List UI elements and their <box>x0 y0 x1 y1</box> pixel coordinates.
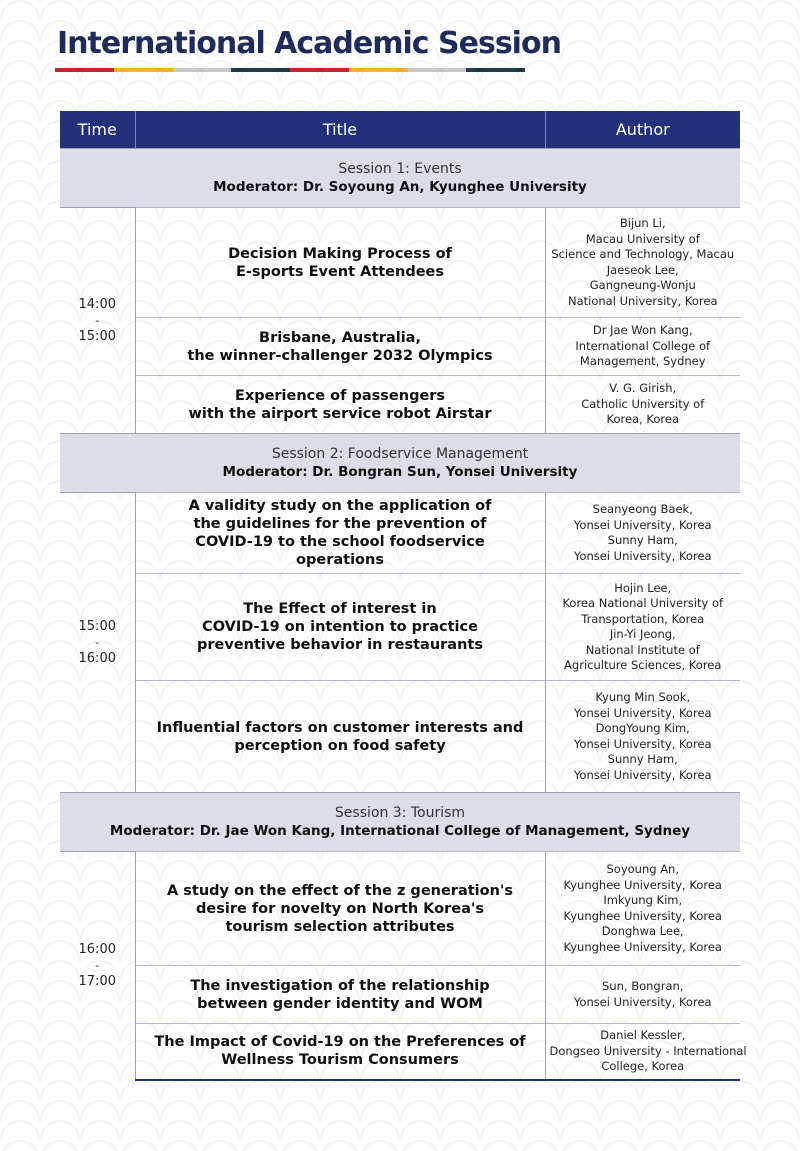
paper-title <box>135 376 545 434</box>
author-line: National University, Korea <box>568 293 718 308</box>
author-line: Kyunghee University, Korea <box>563 877 722 892</box>
paper-row <box>60 852 740 966</box>
author-line: Catholic University of <box>581 396 705 411</box>
author-line: Sunny Ham, <box>607 752 678 766</box>
author-line: DongYoung Kim, <box>595 721 690 735</box>
time-separator: - <box>95 635 100 649</box>
session-name: Session 1: Events <box>338 161 462 177</box>
paper-title-line: Wellness Tourism Consumers <box>221 1052 459 1069</box>
page-title: International Academic Session <box>57 26 561 61</box>
time-start: 15:00 <box>78 618 116 634</box>
accent-bar-segment <box>55 68 114 72</box>
author-line: Soyoung An, <box>606 862 680 876</box>
paper-row <box>60 966 740 1024</box>
session-moderator: Moderator: Dr. Soyoung An, Kyunghee University <box>213 179 587 195</box>
paper-title-line: tourism selection attributes <box>225 918 455 935</box>
author-line: Management, Sydney <box>579 354 706 369</box>
paper-title-line: A validity study on the application of <box>188 498 492 514</box>
time-separator: - <box>95 958 100 972</box>
session-name: Session 3: Tourism <box>334 805 466 821</box>
title-column-header: Title <box>135 111 545 149</box>
paper-title-line: Influential factors on customer interests and <box>156 719 524 736</box>
author-line: Science and Technology, Macau <box>551 247 735 261</box>
paper-row <box>60 493 740 574</box>
paper-title <box>135 681 545 793</box>
author-line: Daniel Kessler, <box>600 1028 686 1042</box>
paper-title-line: the winner-challenger 2032 Olympics <box>187 347 493 364</box>
time-column-header: Time <box>60 111 135 149</box>
accent-bar-segment <box>408 68 467 72</box>
paper-authors <box>545 574 740 681</box>
author-line: Korea National University of <box>562 596 724 610</box>
time-separator: - <box>95 313 100 327</box>
author-line: Transportation, Korea <box>581 611 705 626</box>
paper-row <box>60 376 740 434</box>
author-line: Yonsei University, Korea <box>573 736 712 751</box>
time-end: 17:00 <box>78 973 116 989</box>
paper-title <box>135 208 545 318</box>
session-header <box>60 793 740 852</box>
table-header-row <box>60 111 740 149</box>
paper-title-line: The Impact of Covid-19 on the Preferences of <box>154 1034 526 1051</box>
paper-title <box>135 318 545 376</box>
paper-title <box>135 493 545 574</box>
paper-title-line: desire for novelty on North Korea's <box>196 900 484 917</box>
author-line: Sun, Bongran, <box>602 979 684 993</box>
time-slot <box>60 208 135 434</box>
author-line: Jaeseok Lee, <box>606 262 679 277</box>
paper-row <box>60 208 740 318</box>
author-line: Gangneung-Wonju <box>589 278 696 292</box>
author-line: Bijun Li, <box>619 216 666 230</box>
author-line: Kyunghee University, Korea <box>563 939 722 954</box>
paper-authors <box>545 493 740 574</box>
paper-title-line: preventive behavior in restaurants <box>197 637 483 653</box>
paper-title-line: the guidelines for the prevention of <box>193 516 487 532</box>
accent-bar-segment <box>290 68 349 72</box>
paper-row <box>60 318 740 376</box>
paper-row <box>60 1024 740 1080</box>
author-line: Yonsei University, Korea <box>573 705 712 720</box>
paper-title-line: with the airport service robot Airstar <box>188 405 492 422</box>
session-header <box>60 434 740 493</box>
paper-title <box>135 966 545 1024</box>
session-moderator: Moderator: Dr. Bongran Sun, Yonsei University <box>222 464 578 480</box>
paper-title-line: The investigation of the relationship <box>190 977 490 994</box>
author-line: Macau University of <box>585 231 700 246</box>
paper-title-line: A study on the effect of the z generation's <box>167 882 513 899</box>
paper-title-line: The Effect of interest in <box>243 601 437 617</box>
paper-row <box>60 681 740 793</box>
paper-title-line: COVID-19 on intention to practice <box>202 619 478 635</box>
paper-row <box>60 574 740 681</box>
author-line: Korea, Korea <box>606 412 679 427</box>
time-start: 14:00 <box>78 296 116 312</box>
accent-bar-segment <box>349 68 408 72</box>
paper-title-line: Experience of passengers <box>234 387 446 404</box>
author-line: Hojin Lee, <box>614 580 672 595</box>
author-line: Imkyung Kim, <box>603 893 683 907</box>
time-slot <box>60 852 135 1080</box>
paper-title <box>135 1024 545 1080</box>
author-line: Kyung Min Sook, <box>595 690 691 704</box>
accent-bar-segment <box>114 68 173 72</box>
author-column-header: Author <box>545 111 740 149</box>
author-line: National Institute of <box>585 642 700 657</box>
session-name: Session 2: Foodservice Management <box>271 446 529 462</box>
author-line: College, Korea <box>601 1059 685 1073</box>
author-line: Dr Jae Won Kang, <box>592 323 693 338</box>
paper-authors <box>545 376 740 434</box>
author-line: International College of <box>575 338 711 353</box>
session-header-row <box>60 149 740 208</box>
author-line: Yonsei University, Korea <box>573 517 712 532</box>
paper-authors <box>545 318 740 376</box>
paper-title-line: E-sports Event Attendees <box>235 263 445 280</box>
time-end: 15:00 <box>78 328 116 344</box>
author-line: Sunny Ham, <box>607 533 678 547</box>
session-header-row <box>60 434 740 493</box>
paper-authors <box>545 208 740 318</box>
session-moderator: Moderator: Dr. Jae Won Kang, International College of Management, Sydney <box>109 823 691 839</box>
paper-title-line: perception on food safety <box>234 737 446 754</box>
title-accent-bar <box>55 68 525 72</box>
author-line: Dongseo University - International <box>549 1043 747 1058</box>
author-line: Yonsei University, Korea <box>573 994 712 1009</box>
paper-title-line: COVID-19 to the school foodservice operations <box>195 534 485 568</box>
author-line: Donghwa Lee, <box>601 924 684 938</box>
author-line: Yonsei University, Korea <box>573 767 712 782</box>
paper-title <box>135 574 545 681</box>
time-slot <box>60 493 135 793</box>
paper-authors <box>545 852 740 966</box>
paper-authors <box>545 1024 747 1080</box>
session-schedule-table <box>60 111 747 1081</box>
author-line: Agriculture Sciences, Korea <box>564 658 722 672</box>
accent-bar-segment <box>173 68 232 72</box>
author-line: Seanyeong Baek, <box>592 502 693 516</box>
paper-title-line: between gender identity and WOM <box>197 995 483 1012</box>
paper-authors <box>545 966 740 1024</box>
author-line: Yonsei University, Korea <box>573 548 712 563</box>
accent-bar-segment <box>466 68 525 72</box>
paper-authors <box>545 681 740 793</box>
paper-title-line: Decision Making Process of <box>228 245 452 262</box>
session-header <box>60 149 740 208</box>
paper-title <box>135 852 545 966</box>
author-line: V. G. Girish, <box>609 381 677 396</box>
time-end: 16:00 <box>78 650 116 666</box>
paper-title-line: Brisbane, Australia, <box>259 329 421 346</box>
author-line: Kyunghee University, Korea <box>563 908 722 923</box>
author-line: Jin-Yi Jeong, <box>609 627 676 641</box>
accent-bar-segment <box>231 68 290 72</box>
time-start: 16:00 <box>78 941 116 957</box>
session-header-row <box>60 793 740 852</box>
